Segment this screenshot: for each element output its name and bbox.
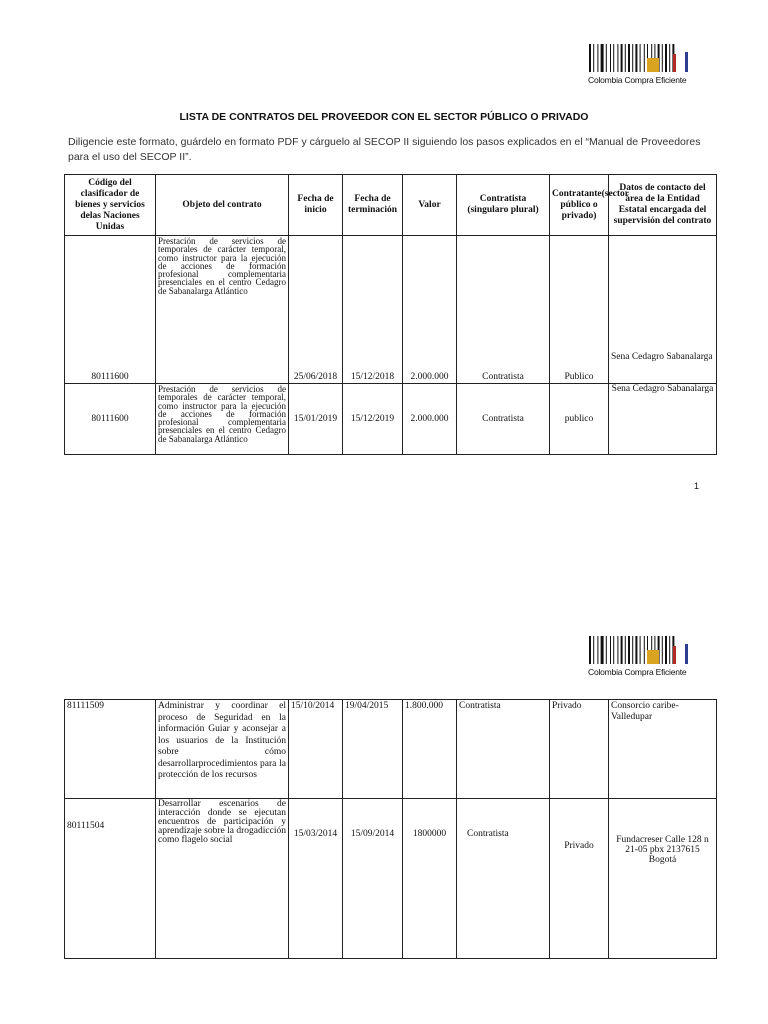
table-header-row: [65, 175, 717, 236]
header-valor: Valor: [403, 175, 457, 236]
barcode-bar: [617, 636, 618, 664]
cell-inicio: 25/06/2018: [289, 236, 343, 384]
cell-code: 80111504: [65, 799, 156, 959]
barcode-bar: [628, 44, 630, 72]
header-codigo: Código del clasificador de bienes y servicios delas Naciones Unidas: [65, 175, 156, 236]
barcode-bar: [665, 44, 667, 72]
barcode-bar: [662, 636, 663, 664]
cell-code: 80111600: [65, 384, 156, 455]
barcode-bar: [593, 636, 594, 664]
barcode-bar: [613, 44, 614, 72]
cell-contacto: Sena Cedagro Sabanalarga: [609, 384, 717, 455]
barcode-bar: [640, 44, 641, 72]
barcode-bar: [640, 636, 641, 664]
barcode-bar: [625, 636, 626, 664]
table-row: [65, 799, 717, 959]
barcode-bar: [621, 636, 623, 664]
cell-valor: 2.000.000: [403, 236, 457, 384]
cell-terminacion: 19/04/2015: [343, 700, 403, 799]
logo-accent-blue: [685, 644, 688, 664]
logo-accent-red: [673, 646, 676, 664]
cell-code: 80111600: [65, 236, 156, 384]
barcode-bar: [635, 636, 637, 664]
barcode-bar: [635, 44, 637, 72]
document-title: LISTA DE CONTRATOS DEL PROVEEDOR CON EL SECTOR PÚBLICO O PRIVADO: [179, 111, 589, 123]
contracts-table-continued: [64, 699, 717, 959]
contracts-table: [64, 174, 717, 455]
cell-inicio: 15/01/2019: [289, 384, 343, 455]
table-row: [65, 236, 717, 384]
cell-contratista: Contratista: [457, 236, 550, 384]
cell-valor: 1.800.000: [403, 700, 457, 799]
cell-objeto: Prestación de servicios de temporales de carácter temporal, como instructor para la ejecución de acciones de formación profesional complementaria presenciales en el centro Cedagro de Sabanalarga Atlántico: [156, 384, 289, 455]
barcode-bar: [589, 44, 591, 72]
barcode-bar: [597, 44, 598, 72]
header-objeto: Objeto del contrato: [156, 175, 289, 236]
barcode-bar: [644, 636, 645, 664]
cell-contratista: Contratista: [457, 799, 550, 959]
barcode-bar: [589, 636, 591, 664]
cell-contratista: Contratista: [457, 700, 550, 799]
table-row: [65, 384, 717, 455]
header-fecha-inicio: Fecha de inicio: [289, 175, 343, 236]
barcode-bar: [662, 44, 663, 72]
cell-code: 81111509: [65, 700, 156, 799]
cell-contacto: Fundacreser Calle 128 n 21-05 pbx 2137615 Bogotá: [609, 799, 717, 959]
logo-accent-yellow: [647, 58, 659, 72]
barcode-bar: [606, 636, 607, 664]
cell-terminacion: 15/12/2018: [343, 236, 403, 384]
barcode-bar: [669, 636, 670, 664]
barcode-bar: [625, 44, 626, 72]
cell-contacto: Consorcio caribe-Valledupar: [609, 700, 717, 799]
header-contratista: Contratista (singularo plural): [457, 175, 550, 236]
header-contacto: Datos de contacto del área de la Entidad Estatal encargada del supervisión del contrato: [609, 175, 717, 236]
cell-sector: publico: [550, 384, 609, 455]
header-contratante: Contratante(sector público o privado): [550, 175, 609, 236]
cell-contacto: Sena Cedagro Sabanalarga: [609, 236, 717, 384]
barcode-bar: [610, 636, 611, 664]
barcode-bar: [632, 636, 633, 664]
barcode-bar: [597, 636, 598, 664]
logo-text: Colombia Compra Eficiente: [588, 667, 687, 677]
barcode-logo-icon: [589, 44, 693, 74]
barcode-bar: [601, 44, 604, 72]
logo-accent-blue: [685, 52, 688, 72]
instructions-text: Diligencie este formato, guárdelo en formato PDF y cárguelo al SECOP II siguiendo los pasos explicados en el “Manual de Proveedores para el uso del SECOP II”.: [68, 136, 701, 163]
barcode-bar: [601, 636, 604, 664]
cell-sector: Privado: [550, 700, 609, 799]
cell-inicio: 15/03/2014: [289, 799, 343, 959]
page-number: 1: [694, 481, 700, 491]
barcode-bar: [613, 636, 614, 664]
barcode-bar: [644, 44, 645, 72]
cell-terminacion: 15/12/2019: [343, 384, 403, 455]
cell-objeto: Prestación de servicios de temporales de carácter temporal, como instructor para la ejecución de acciones de formación profesional complementaria presenciales en el centro Cedagro de Sabanalarga Atlántico: [156, 236, 289, 384]
barcode-bar: [632, 44, 633, 72]
cell-objeto: Administrar y coordinar el proceso de Seguridad en la información Guiar y aconsejar a los usuarios de la Institución sobre cómo desarrollarprocedimientos para la protección de los recursos: [156, 700, 289, 799]
colombia-compra-logo: [588, 636, 698, 680]
cell-terminacion: 15/09/2014: [343, 799, 403, 959]
barcode-bar: [628, 636, 630, 664]
barcode-bar: [621, 44, 623, 72]
colombia-compra-logo: [588, 44, 698, 88]
cell-valor: 2.000.000: [403, 384, 457, 455]
cell-inicio: 15/10/2014: [289, 700, 343, 799]
logo-text: Colombia Compra Eficiente: [588, 75, 687, 85]
barcode-bar: [617, 44, 618, 72]
cell-sector: Publico: [550, 236, 609, 384]
logo-accent-yellow: [647, 650, 659, 664]
barcode-bar: [606, 44, 607, 72]
header-fecha-terminacion: Fecha de terminación: [343, 175, 403, 236]
barcode-logo-icon: [589, 636, 693, 666]
logo-accent-red: [673, 54, 676, 72]
table-row: [65, 700, 717, 799]
barcode-bar: [665, 636, 667, 664]
barcode-bar: [593, 44, 594, 72]
cell-valor: 1800000: [403, 799, 457, 959]
barcode-bar: [669, 44, 670, 72]
cell-objeto: Desarrollar escenarios de interacción donde se ejecutan encuentros de participación y aprendizaje sobre la drogadicción como flagelo social: [156, 799, 289, 959]
cell-sector: Privado: [550, 799, 609, 959]
cell-contratista: Contratista: [457, 384, 550, 455]
barcode-bar: [610, 44, 611, 72]
